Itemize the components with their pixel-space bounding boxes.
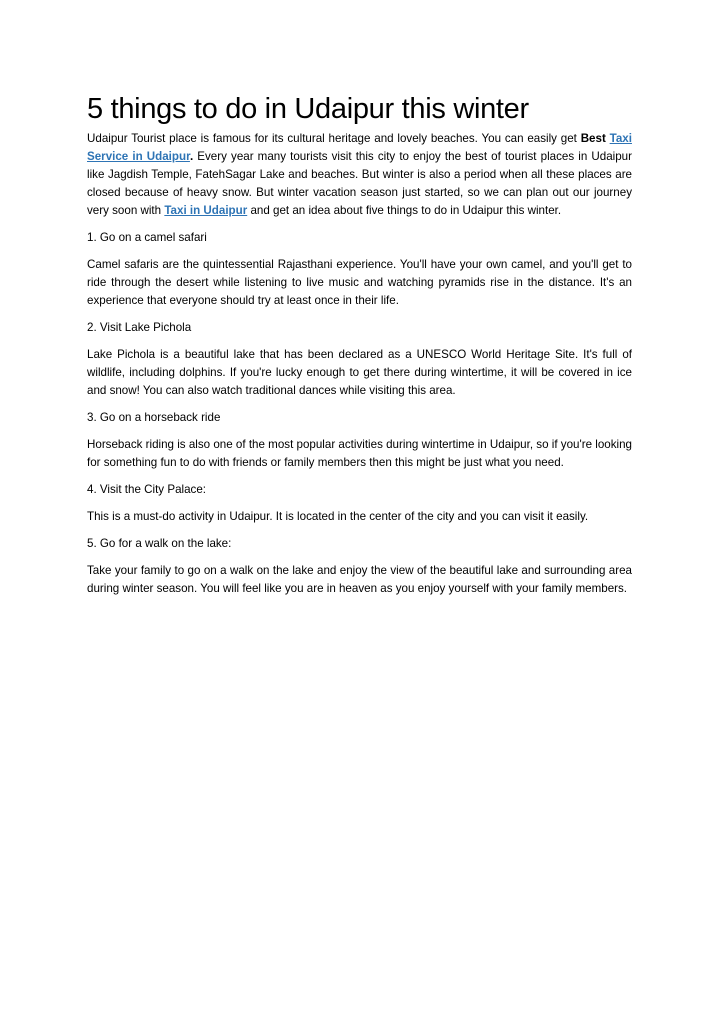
section-body-city-palace: This is a must-do activity in Udaipur. It is located in the center of the city and you can visit it easily. xyxy=(87,510,589,523)
intro-paragraph xyxy=(87,130,632,220)
section-body-camel-safari: Camel safaris are the quintessential Rajasthani experience. You'll have your own camel, and you'll get to ride through the desert while listening to live music and watching pyramids rise in the distance. It's an experience that everyone should try at least once in their life. xyxy=(87,258,632,307)
section-heading-lake-pichola: 2. Visit Lake Pichola xyxy=(87,321,192,334)
taxi-in-udaipur-link[interactable]: Taxi in Udaipur xyxy=(164,204,248,217)
section-heading-camel-safari: 1. Go on a camel safari xyxy=(87,231,207,244)
intro-link1-suffix: . xyxy=(189,150,194,163)
section-body-lake-pichola: Lake Pichola is a beautiful lake that has been declared as a UNESCO World Heritage Site. It's full of wildlife, including dolphins. If you're lucky enough to get there during wintertime, it will be covered in ice and snow! You can also watch traditional dances while visiting this area. xyxy=(87,348,632,397)
intro-text-part3: and get an idea about five things to do in Udaipur this winter. xyxy=(247,204,562,217)
section-heading-horseback-ride: 3. Go on a horseback ride xyxy=(87,411,221,424)
section-body-lake-walk: Take your family to go on a walk on the lake and enjoy the view of the beautiful lake and surrounding area during winter season. You will feel like you are in heaven as you enjoy yourself with your family members. xyxy=(87,564,632,595)
taxi-service-link[interactable]: Taxi Service in Udaipur xyxy=(87,132,632,163)
section-heading-lake-walk: 5. Go for a walk on the lake: xyxy=(87,537,232,550)
section-body-horseback-ride: Horseback riding is also one of the most popular activities during wintertime in Udaipur, so if you're looking for something fun to do with friends or family members then this might be just what you need. xyxy=(87,438,632,469)
intro-bold-prefix: Best xyxy=(580,132,606,145)
document-page xyxy=(87,92,632,607)
intro-text-part2: Every year many tourists visit this city to enjoy the best of tourist places in Udaipur like Jagdish Temple, FatehSagar Lake and beaches. But winter is also a period when all these places are closed because of heavy snow. But winter vacation season just started, so we can plan out our journey very soon with xyxy=(87,150,632,217)
section-heading-city-palace: 4. Visit the City Palace: xyxy=(87,483,206,496)
document-title: 5 things to do in Udaipur this winter xyxy=(87,93,529,125)
intro-text-part1: Udaipur Tourist place is famous for its cultural heritage and lovely beaches. You can easily get xyxy=(87,132,581,145)
